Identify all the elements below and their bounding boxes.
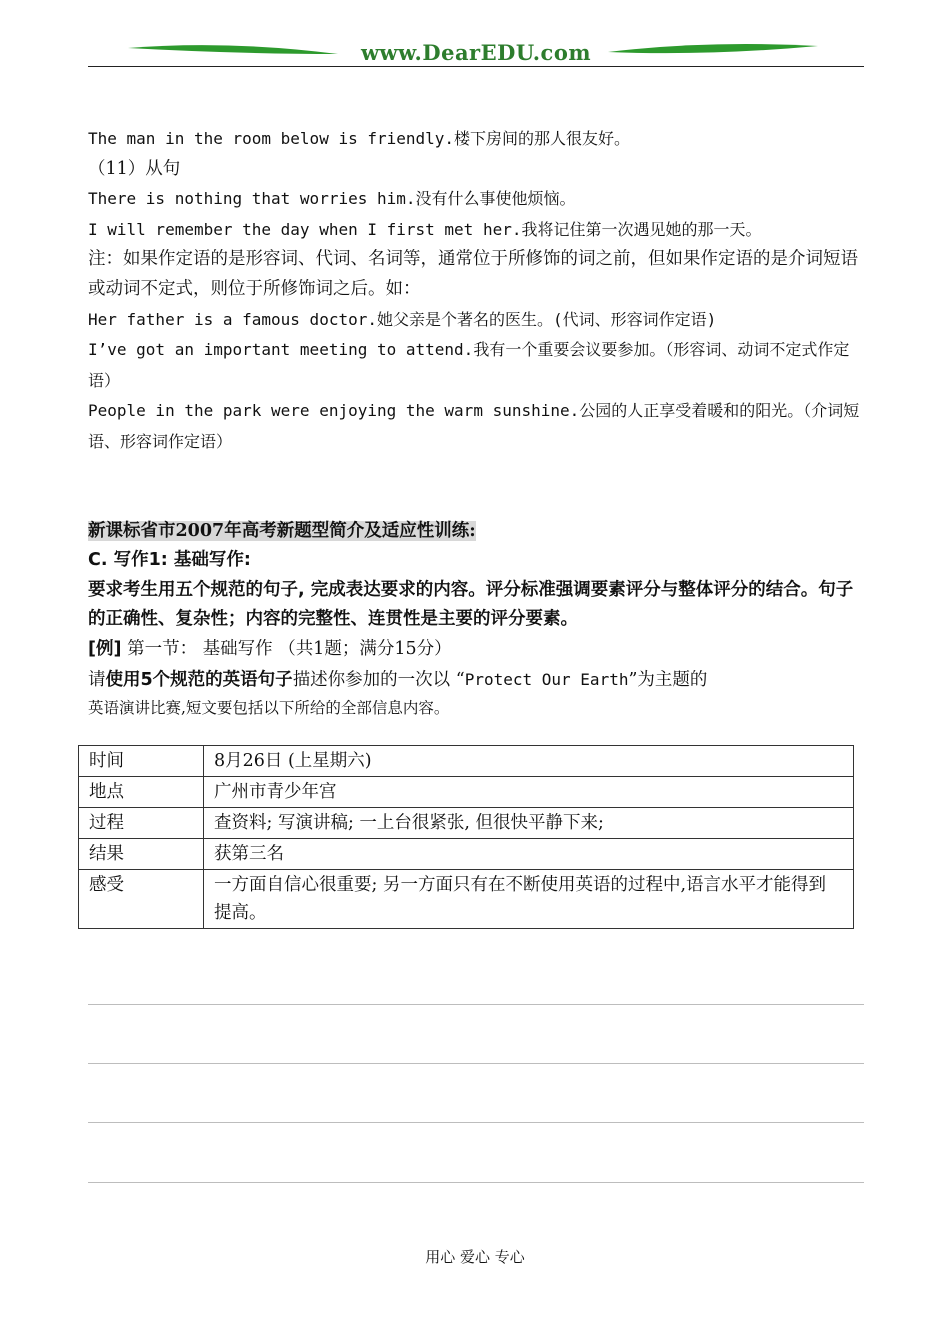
example-sentence-1: The man in the room below is friendly.楼下房间的那人很友好。 [88,129,631,148]
site-name[interactable]: www.DearEDU.com [360,40,592,65]
table-row [79,746,854,777]
page-header [88,38,864,68]
example-sentence-6: People in the park were enjoying the warm sunshine.公园的人正享受着暖和的阳光。（介词短语、形容词作定语） [88,401,860,451]
clause-heading: （11）从句 [88,158,181,179]
table-value: 一方面自信心很重要; 另一方面只有在不断使用英语的过程中,语言水平才能得到提高。 [204,870,854,929]
table-value: 获第三名 [204,839,854,870]
answer-line[interactable] [88,1004,864,1005]
answer-line[interactable] [88,1182,864,1183]
table-row [79,808,854,839]
document-body [88,124,864,721]
section-title: 新课标省市2007年高考新题型简介及适应性训练: [88,520,476,541]
page-footer: 用心 爱心 专心 [425,1248,525,1266]
writing-requirement: 要求考生用五个规范的句子, 完成表达要求的内容。评分标准强调要素评分与整体评分的结合。句子的正确性、复杂性；内容的完整性、连贯性是主要的评分要素。 [88,579,854,630]
table-key: 结果 [79,839,204,870]
table-key: 过程 [79,808,204,839]
part-title: C. 写作1: 基础写作: [88,550,251,571]
table-value: 查资料; 写演讲稿; 一上台很紧张, 但很快平静下来; [204,808,854,839]
table-row [79,839,854,870]
example-sentence-3: I will remember the day when I first met her.我将记住第一次遇见她的那一天。 [88,219,762,239]
example-heading: [例] 第一节： 基础写作 （共1题；满分15分） [88,638,452,659]
example-sentence-5: I’ve got an important meeting to attend.我有一个重要会议要参加。（形容词、动词不定式作定语） [88,340,850,390]
table-key: 感受 [79,870,204,929]
answer-line[interactable] [88,1063,864,1064]
table-row [79,870,854,929]
instruction-line-2: 英语演讲比赛,短文要包括以下所给的全部信息内容。 [88,699,450,718]
example-sentence-2: There is nothing that worries him.没有什么事使他烦恼。 [88,189,576,209]
example-sentence-4: Her father is a famous doctor.她父亲是个著名的医生。(代词、形容词作定语) [88,309,717,329]
table-key: 地点 [79,777,204,808]
table-value: 8月26日 (上星期六) [204,746,854,777]
table-row [79,777,854,808]
grammar-note: 注：如果作定语的是形容词、代词、名词等，通常位于所修饰的词之前，但如果作定语的是介词短语或动词不定式，则位于所修饰词之后。如： [88,249,858,299]
table-key: 时间 [79,746,204,777]
table-value: 广州市青少年宫 [204,777,854,808]
info-table [78,745,854,929]
instruction-line: 请使用5个规范的英语句子描述你参加的一次以 “Protect Our Earth”为主题的 [88,669,708,690]
header-rule [88,66,864,67]
answer-line[interactable] [88,1122,864,1123]
